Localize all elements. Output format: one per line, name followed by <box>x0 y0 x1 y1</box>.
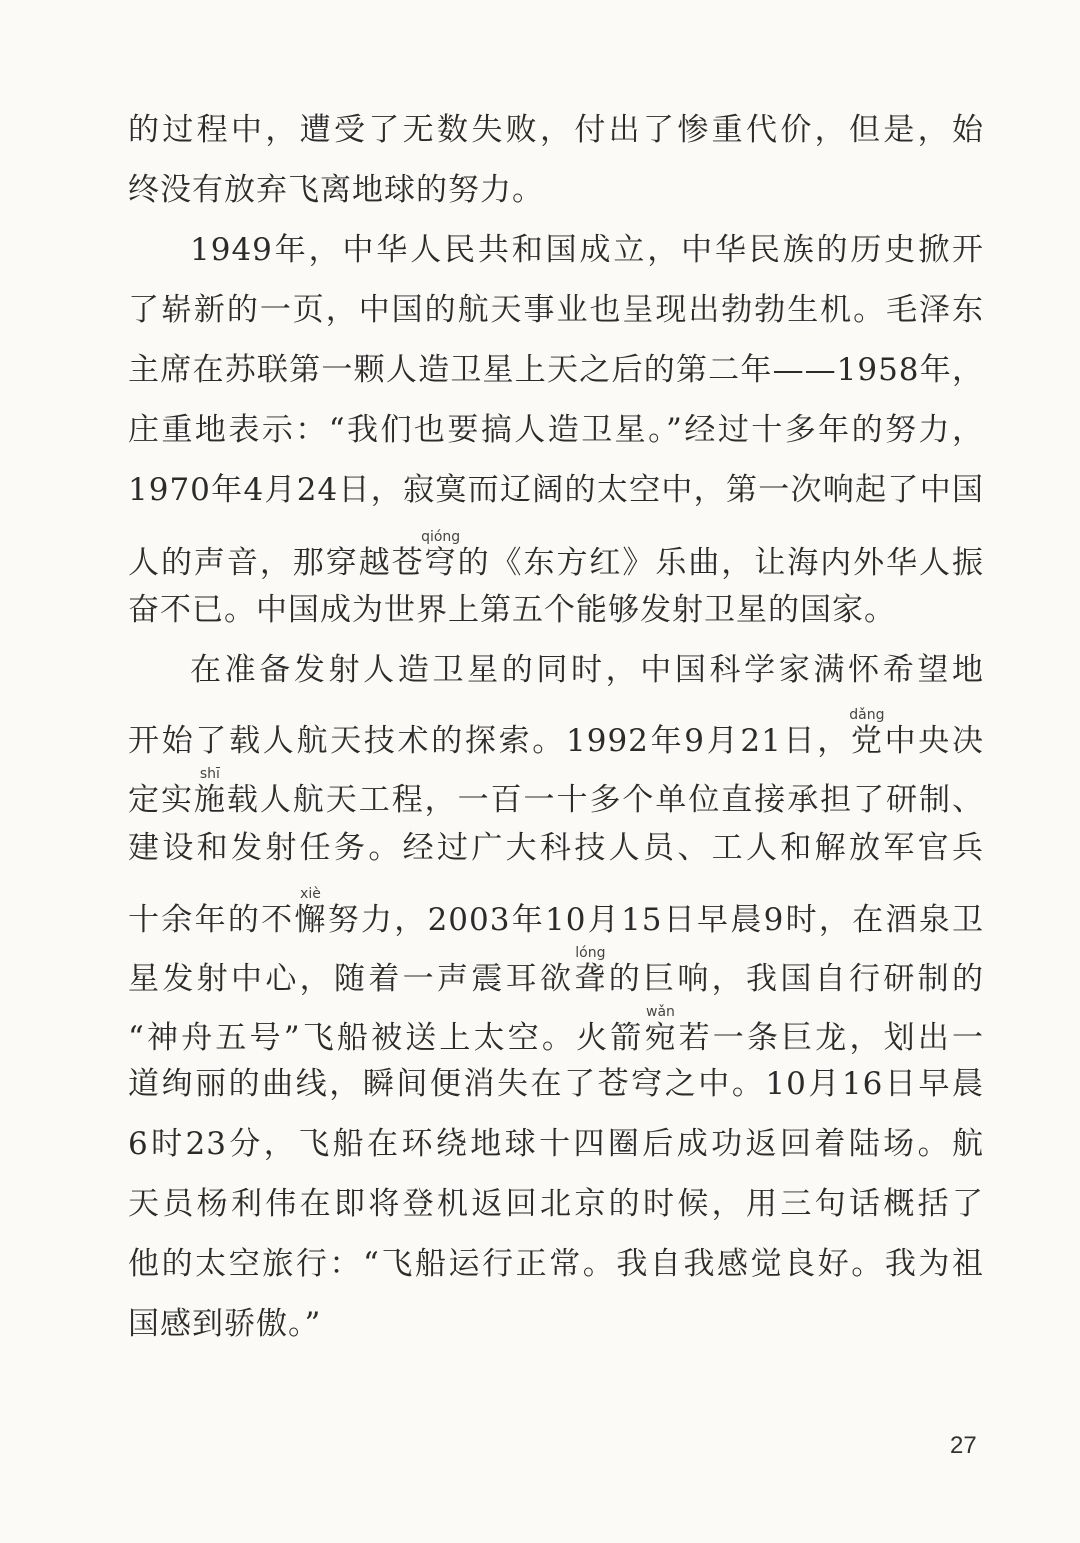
pinyin-annotation: 宛wǎn <box>644 1004 679 1056</box>
pinyin-annotation: 穹qióng <box>421 529 461 581</box>
text-line: 了崭新的一页，中国的航天事业也呈现出勃勃生机。毛泽东 <box>128 292 984 328</box>
text-line: 人的声音，那穿越苍穹qióng的《东方红》乐曲，让海内外华人振 <box>128 529 984 581</box>
text-line: 1970年4月24日，寂寞而辽阔的太空中，第一次响起了中国 <box>128 472 984 508</box>
text-line: 奋不已。中国成为世界上第五个能够发射卫星的国家。 <box>128 592 896 628</box>
page-number: 27 <box>950 1432 977 1459</box>
pinyin-annotation: 党dǎng <box>849 707 885 759</box>
text-line: 建设和发射任务。经过广大科技人员、工人和解放军官兵 <box>128 830 984 866</box>
text-line: 他的太空旅行：“飞船运行正常。我自我感觉良好。我为祖 <box>128 1246 984 1282</box>
pinyin-annotation: 施shī <box>193 766 227 818</box>
pinyin-annotation: 聋lóng <box>574 945 609 997</box>
text-line: 道绚丽的曲线，瞬间便消失在了苍穹之中。10月16日早晨 <box>128 1066 984 1102</box>
text-line: 国感到骄傲。” <box>128 1306 322 1342</box>
text-line: 十余年的不懈xiè努力，2003年10月15日早晨9时，在酒泉卫 <box>128 886 985 938</box>
pinyin-annotation: 懈xiè <box>294 886 328 938</box>
text-line: 天员杨利伟在即将登机返回北京的时候，用三句话概括了 <box>128 1186 984 1222</box>
text-line: 主席在苏联第一颗人造卫星上天之后的第二年——1958年， <box>128 352 984 388</box>
text-line: 开始了载人航天技术的探索。1992年9月21日，党dǎng中央决 <box>128 707 984 759</box>
text-line: “神舟五号”飞船被送上太空。火箭宛wǎn若一条巨龙，划出一 <box>128 1004 984 1056</box>
text-line: 1949年，中华人民共和国成立，中华民族的历史掀开 <box>190 232 984 268</box>
text-line: 庄重地表示：“我们也要搞人造卫星。”经过十多年的努力， <box>128 412 984 448</box>
text-line: 的过程中，遭受了无数失败，付出了惨重代价，但是，始 <box>128 112 984 148</box>
text-line: 定实施shī载人航天工程，一百一十多个单位直接承担了研制、 <box>128 766 985 818</box>
text-line: 星发射中心，随着一声震耳欲聋lóng的巨响，我国自行研制的 <box>128 945 985 997</box>
text-line: 在准备发射人造卫星的同时，中国科学家满怀希望地 <box>190 652 984 688</box>
text-line: 终没有放弃飞离地球的努力。 <box>128 172 544 208</box>
text-line: 6时23分，飞船在环绕地球十四圈后成功返回着陆场。航 <box>128 1126 984 1162</box>
